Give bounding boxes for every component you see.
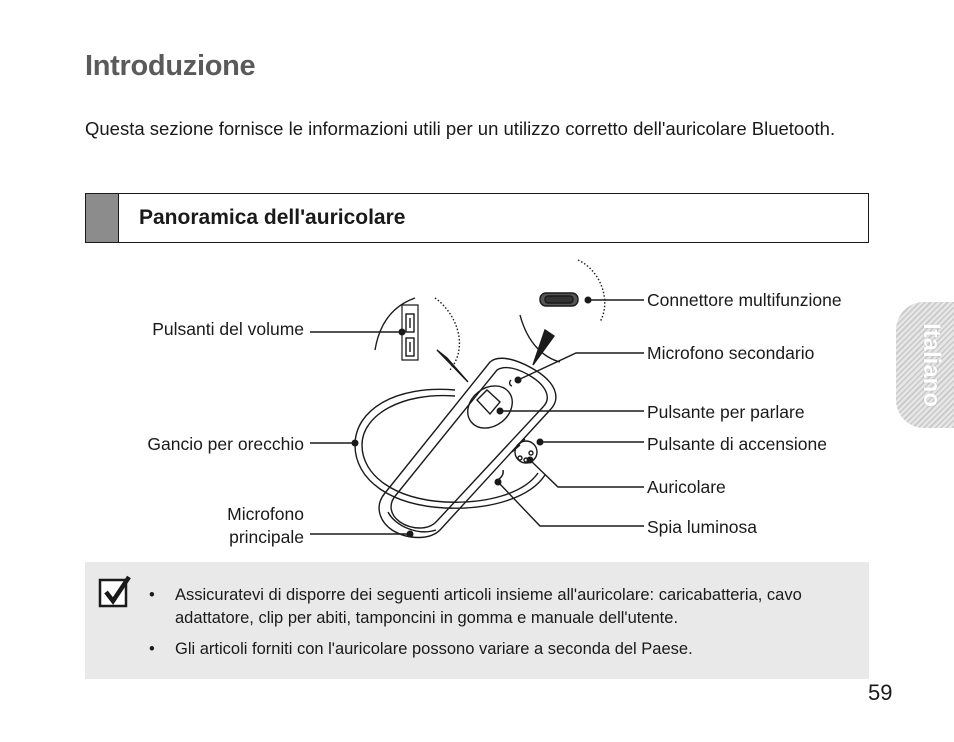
label-earpiece: Auricolare (647, 477, 726, 497)
label-talk-button: Pulsante per parlare (647, 402, 805, 422)
label-connector: Connettore multifunzione (647, 290, 842, 310)
headset-diagram (0, 250, 954, 560)
section-heading: Panoramica dell'auricolare (139, 206, 406, 229)
note-item: • Gli articoli forniti con l'auricolare possono variare a seconda del Paese. (147, 638, 847, 661)
connector-callout (578, 260, 605, 322)
section-header (85, 193, 869, 243)
headset-body (379, 358, 556, 537)
section-marker (86, 194, 119, 242)
label-main-mic-line1: Microfono (227, 504, 304, 524)
label-secondary-mic: Microfono secondario (647, 343, 815, 363)
note-item: • Assicuratevi di disporre dei seguenti articoli insieme all'auricolare: caricabatteria, cavo adattatore, clip per abiti, tamponcini in gomma e manuale dell'utente. (147, 584, 847, 630)
label-power-button: Pulsante di accensione (647, 434, 827, 454)
page-number: 59 (868, 680, 893, 705)
label-main-mic-line2: principale (229, 527, 304, 547)
note-list (147, 584, 847, 669)
checkmark-icon (98, 574, 132, 608)
label-ear-hook: Gancio per orecchio (147, 434, 304, 454)
page-title: Introduzione (85, 50, 256, 82)
note-box (85, 562, 869, 679)
intro-paragraph: Questa sezione fornisce le informazioni utili per un utilizzo corretto dell'auricolare Bluetooth. (85, 118, 836, 139)
language-tab-label: Italiano (918, 322, 945, 408)
label-volume-buttons: Pulsanti del volume (152, 319, 304, 339)
leader-earpiece (530, 460, 644, 487)
label-indicator: Spia luminosa (647, 517, 757, 537)
